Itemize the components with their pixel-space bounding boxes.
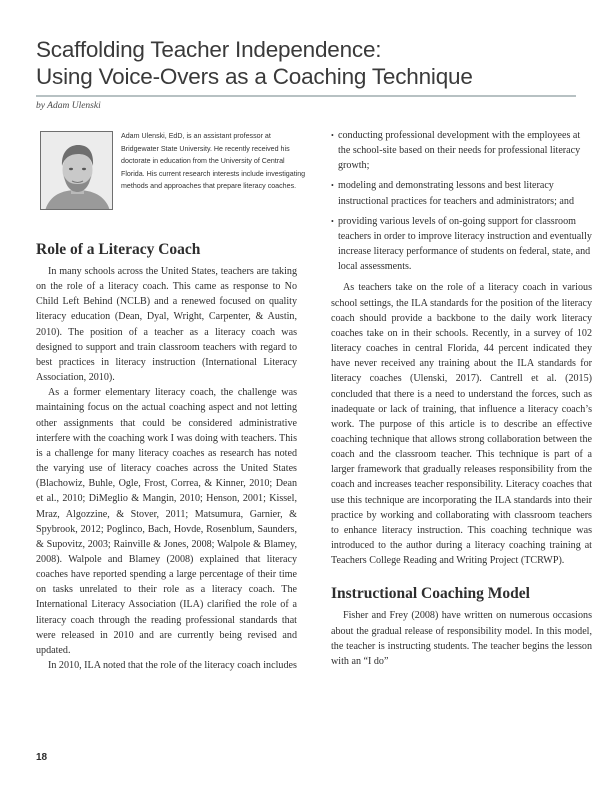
coach-role-list [331,128,592,274]
body-paragraph: Fisher and Frey (2008) have written on numerous occasions about the gradual release of responsibility model. In this model, the teacher is instructing students. The teacher begins the lesson with an “I do” [331,610,592,667]
left-column [36,240,297,673]
body-paragraph: In 2010, ILA noted that the role of the literacy coach includes [48,660,297,672]
section-heading-instructional-coaching-model: Instructional Coaching Model [331,585,530,603]
author-bio: Adam Ulenski, EdD, is an assistant professor at Bridgewater State University. He recently received his doctorate in education from the University of Central Florida. His current research interests include investigating methods and approaches that prepare literacy coaches. [121,132,306,191]
list-item: • providing various levels of on-going support for classroom teachers in order to improve literacy instruction and eventually increase literacy performance of students on federal, state, and local assessments. [331,215,592,273]
list-item: • conducting professional development with the employees at the school-site based on their needs for professional literacy growth; [331,130,581,172]
section-heading-role-of-literacy-coach: Role of a Literacy Coach [36,241,201,258]
article-title-line-1: Scaffolding Teacher Independence: [36,37,382,62]
body-paragraph: As teachers take on the role of a literacy coach in various school settings, the ILA standards for the position of the literacy coach should provide a backbone to the daily work literacy coaches take on in their schools. Recently, in a survey of 102 literacy coaches in central Florida, 44 percent indicated they have never received any training about the ILA standards for literacy coaches (Ulenski, 2017). Cantrell et al. (2015) concluded that there is a need to understand the forces, such as inadequate or lack of training, that influence a literacy coach’s work. The purpose of this article is to describe an effective coaching technique that allows strong collaboration between the coach and the classroom teacher. This technique is part of a larger framework that gradually releases responsibility from the coach and increases teacher responsibility. Literacy coaches that use this technique are incorporating the ILA standards into their practice by working and collaborating with classroom teachers to enhance literacy instruction. This coaching technique was introduced to the author during a literacy coaching training at Teachers College Reading and Writing Project (TCRWP). [331,282,592,567]
body-paragraph: In many schools across the United States, teachers are taking on the role of a literacy coach. This came as response to No Child Left Behind (NCLB) and a renewed focused on quality literacy education (Dean, Dyal, Wright, Carpenter, & Austin, 2010). The position of a teacher as a literacy coach was designed to support and train classroom teachers with regard to best practices in literacy instruction (International Literacy Association, 2010). [36,266,297,384]
bullet-icon: • [331,216,334,226]
bullet-icon: • [331,131,334,140]
title-divider [36,95,576,97]
article-title [36,36,576,90]
bullet-icon: • [331,181,334,191]
article-title-line-2: Using Voice-Overs as a Coaching Technique [36,64,473,89]
author-headshot-icon [41,132,113,210]
list-item: • modeling and demonstrating lessons and best literacy instructional practices for teachers and administrators; and [331,180,574,207]
author-photo [40,131,113,210]
byline: by Adam Ulenski [36,101,101,111]
page-number: 18 [36,752,48,763]
body-paragraph: As a former elementary literacy coach, the challenge was maintaining focus on the actual coaching aspect and not letting other assignments that could be considered administrative interfere with the coaching work I was doing with teachers. This is a challenge for many literacy coaches as research has noted the varying use of literacy coaches across the United States (Blachowiz, Buhle, Ogle, Frost, Correa, & Kinner, 2010; Dean et al., 2010; DiMeglio & Mangin, 2010; Henson, 2001; Kissel, Mraz, Algozzine, & Stover, 2011; Matsumura, Garnier, & Spybrook, 2012; Poglinco, Bach, Hovde, Rosenblum, Saunders, & Supovitz, 2003; Rainville & Jones, 2008; Walpole & Blamey, 2008). Walpole and Blamey (2008) explained that literacy coaches have reported spending a large percentage of their time on tasks unrelated to their role as a literacy coach. The International Literacy Association (ILA) clarified the role of a literacy coach through the reading professional standards that were released in 2010 and are currently being revised and updated. [36,387,297,656]
right-column [331,128,592,669]
